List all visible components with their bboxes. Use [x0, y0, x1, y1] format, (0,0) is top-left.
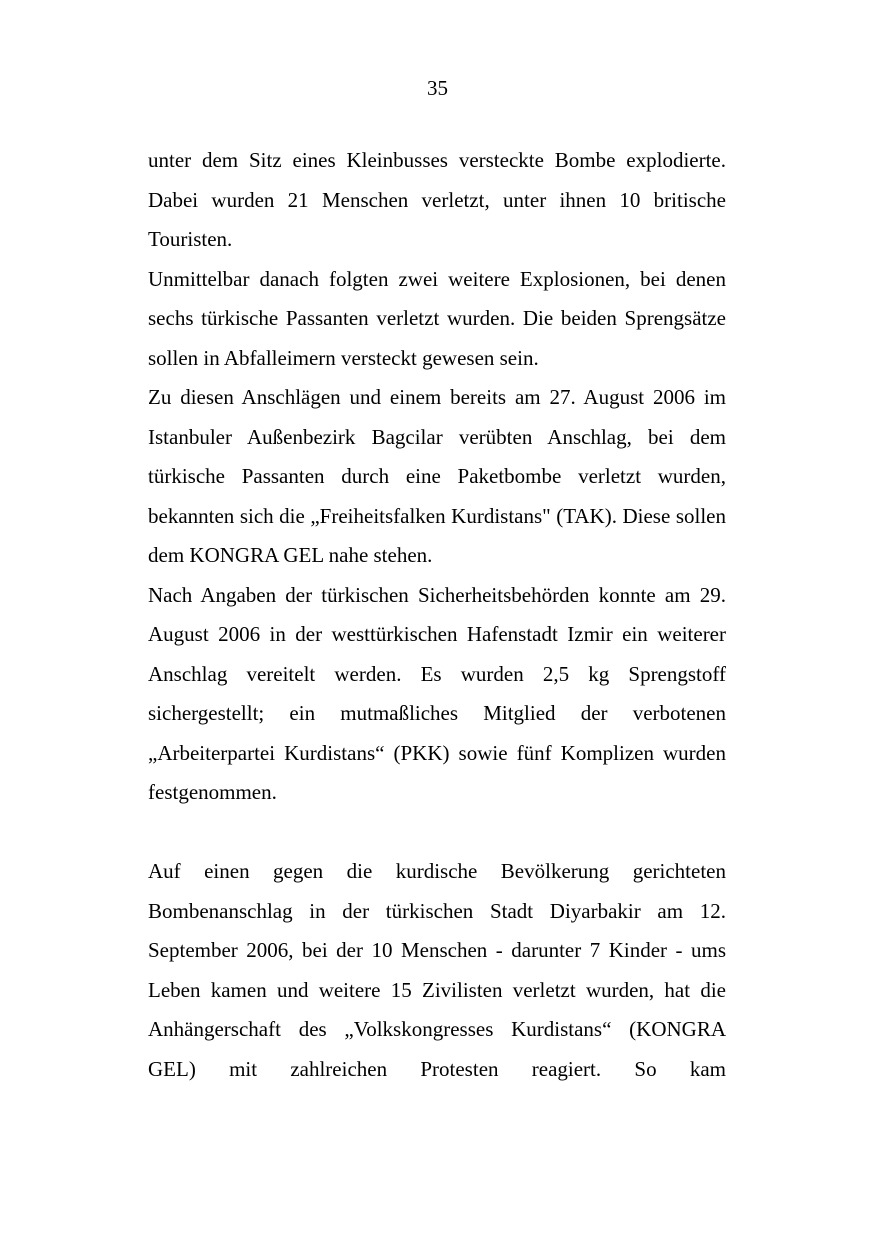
paragraph-spacer: [148, 813, 726, 853]
paragraph: Nach Angaben der türkischen Sicherheitsbehörden konnte am 29. August 2006 in der westtürkischen Hafenstadt Izmir ein weiterer Anschlag vereitelt werden. Es wurden 2,5 kg Sprengstoff sichergestellt; ein mutmaßliches Mitglied der verbotenen „Arbeiterpartei Kurdistans“ (PKK) sowie fünf Komplizen wurden festgenommen.: [148, 582, 726, 804]
paragraph: Auf einen gegen die kurdische Bevölkerung gerichteten Bombenanschlag in der türkischen Stadt Diyarbakir am 12. September 2006, bei der 10 Menschen - darunter 7 Kinder - ums Leben kamen und weitere 15 Zivilisten verletzt wurden, hat die Anhängerschaft des „Volkskongresses Kurdistans“ (KONGRA GEL) mit zahlreichen Protesten reagiert. So kam: [148, 859, 726, 1081]
paragraph: Zu diesen Anschlägen und einem bereits am 27. August 2006 im Istanbuler Außenbezirk Bagcilar verübten Anschlag, bei dem türkische Passanten durch eine Paketbombe verletzt wurden, bekannten sich die „Freiheitsfalken Kurdistans" (TAK). Diese sollen dem KONGRA GEL nahe stehen.: [148, 385, 726, 567]
paragraph: unter dem Sitz eines Kleinbusses versteckte Bombe explodierte. Dabei wurden 21 Menschen verletzt, unter ihnen 10 britische Touristen.: [148, 148, 726, 251]
page-number: 35: [427, 76, 448, 100]
body-text: [148, 141, 726, 1089]
paragraph: Unmittelbar danach folgten zwei weitere Explosionen, bei denen sechs türkische Passanten verletzt wurden. Die beiden Sprengsätze sollen in Abfalleimern versteckt gewesen sein.: [148, 266, 726, 370]
